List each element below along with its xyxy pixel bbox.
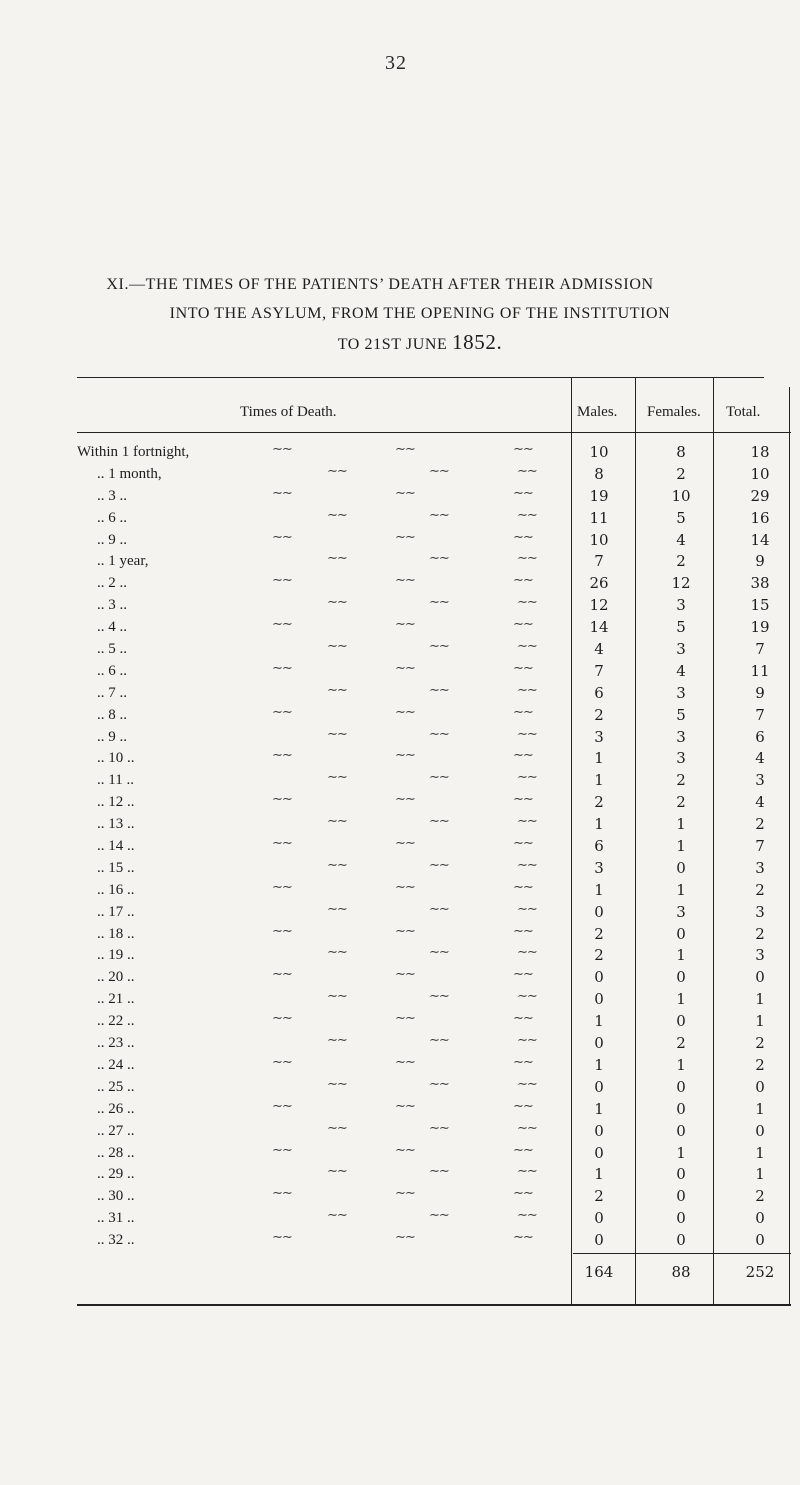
leader-tilde: ∼∼ [513,1010,533,1026]
cell-males: 19 [589,486,609,505]
leader-tilde: ∼∼ [429,1032,449,1048]
table-row [77,508,791,530]
table-row [77,1208,791,1230]
cell-total: 7 [755,640,765,659]
row-label: .. 22 .. [97,1013,135,1030]
row-label: .. 25 .. [97,1078,135,1095]
cell-total: 14 [750,530,770,549]
leader-tilde: ∼∼ [513,1053,533,1069]
leader-tilde: ∼∼ [327,1075,347,1091]
cell-females: 0 [676,924,686,943]
leader-tilde: ∼∼ [395,747,415,763]
row-label: .. 26 .. [97,1100,135,1117]
leader-tilde: ∼∼ [517,813,537,829]
cell-males: 11 [589,508,609,527]
leader-tilde: ∼∼ [272,1053,292,1069]
cell-females: 2 [676,793,686,812]
total-females: 88 [671,1263,691,1281]
table-row [77,770,791,792]
cell-total: 16 [750,508,770,527]
cell-males: 1 [594,1165,604,1184]
cell-females: 1 [676,946,686,965]
cell-females: 1 [676,837,686,856]
cell-total: 2 [755,880,765,899]
table-row [77,595,791,617]
cell-females: 0 [676,1077,686,1096]
cell-total: 7 [755,705,765,724]
cell-total: 10 [750,464,770,483]
cell-total: 0 [755,1121,765,1140]
leader-tilde: ∼∼ [327,988,347,1004]
cell-total: 2 [755,815,765,834]
cell-total: 0 [755,1077,765,1096]
leader-tilde: ∼∼ [272,528,292,544]
leader-tilde: ∼∼ [395,441,415,456]
cell-total: 7 [755,837,765,856]
leader-tilde: ∼∼ [429,900,449,916]
cell-total: 0 [755,968,765,987]
leader-tilde: ∼∼ [272,1229,292,1245]
row-label: .. 23 .. [97,1035,135,1052]
row-label: .. 21 .. [97,991,135,1008]
leader-tilde: ∼∼ [327,681,347,697]
row-label: .. 1 year, [97,553,149,570]
row-label: .. 27 .. [97,1122,135,1139]
leader-tilde: ∼∼ [395,966,415,982]
cell-total: 3 [755,858,765,877]
leader-tilde: ∼∼ [517,1119,537,1135]
leader-tilde: ∼∼ [513,1141,533,1157]
table-row [77,683,791,705]
leader-tilde: ∼∼ [272,791,292,807]
cell-total: 9 [755,683,765,702]
cell-total: 38 [750,574,770,593]
table-row [77,464,791,486]
table-row [77,1077,791,1099]
cell-males: 0 [594,1121,604,1140]
leader-tilde: ∼∼ [395,703,415,719]
leader-tilde: ∼∼ [513,922,533,938]
leader-tilde: ∼∼ [429,462,449,478]
leader-tilde: ∼∼ [513,484,533,500]
leader-tilde: ∼∼ [395,1141,415,1157]
row-label: .. 12 .. [97,794,135,811]
total-all: 252 [745,1263,775,1281]
leader-tilde: ∼∼ [429,988,449,1004]
leader-tilde: ∼∼ [395,484,415,500]
leader-tilde: ∼∼ [429,856,449,872]
header-rule [77,432,791,433]
row-label: .. 28 .. [97,1144,135,1161]
cell-total: 2 [755,924,765,943]
row-label: .. 3 .. [97,487,127,504]
leader-tilde: ∼∼ [429,769,449,785]
row-label: .. 10 .. [97,750,135,767]
leader-tilde: ∼∼ [429,681,449,697]
cell-females: 5 [676,508,686,527]
row-label: .. 2 .. [97,575,127,592]
table-row [77,902,791,924]
cell-total: 3 [755,946,765,965]
leader-tilde: ∼∼ [513,878,533,894]
leader-tilde: ∼∼ [517,769,537,785]
leader-tilde: ∼∼ [395,572,415,588]
leader-tilde: ∼∼ [272,616,292,632]
leader-tilde: ∼∼ [429,594,449,610]
leader-tilde: ∼∼ [517,856,537,872]
leader-tilde: ∼∼ [272,1185,292,1201]
cell-males: 2 [594,793,604,812]
cell-males: 2 [594,705,604,724]
cell-females: 10 [671,486,691,505]
cell-males: 2 [594,1187,604,1206]
cell-males: 0 [594,968,604,987]
row-label: .. 6 .. [97,662,127,679]
cell-females: 2 [676,771,686,790]
cell-total: 1 [755,1165,765,1184]
bottom-rule [77,1304,791,1306]
cell-males: 0 [594,902,604,921]
leader-tilde: ∼∼ [517,462,537,478]
cell-females: 5 [676,705,686,724]
leader-tilde: ∼∼ [327,769,347,785]
leader-tilde: ∼∼ [513,703,533,719]
leader-tilde: ∼∼ [272,966,292,982]
leader-tilde: ∼∼ [327,1207,347,1223]
leader-tilde: ∼∼ [429,944,449,960]
row-label: .. 17 .. [97,903,135,920]
cell-total: 1 [755,990,765,1009]
leader-tilde: ∼∼ [327,944,347,960]
cell-males: 14 [589,618,609,637]
leader-tilde: ∼∼ [513,966,533,982]
leader-tilde: ∼∼ [272,484,292,500]
row-label: .. 32 .. [97,1232,135,1249]
row-label: .. 19 .. [97,947,135,964]
row-label: .. 14 .. [97,838,135,855]
cell-females: 3 [676,596,686,615]
leader-tilde: ∼∼ [517,638,537,654]
cell-total: 2 [755,1034,765,1053]
cell-females: 12 [671,574,691,593]
leader-tilde: ∼∼ [272,1097,292,1113]
table-body [77,442,791,1252]
leader-tilde: ∼∼ [513,791,533,807]
leader-tilde: ∼∼ [272,659,292,675]
leader-tilde: ∼∼ [327,550,347,566]
cell-males: 7 [594,552,604,571]
cell-females: 0 [676,1209,686,1228]
cell-males: 26 [589,574,609,593]
cell-total: 4 [755,793,765,812]
title-line-2: INTO THE ASYLUM, FROM THE OPENING OF THE INSTITUTION [169,305,671,322]
leader-tilde: ∼∼ [272,1010,292,1026]
table-row [77,858,791,880]
row-label: .. 9 .. [97,728,127,745]
leader-tilde: ∼∼ [327,1163,347,1179]
leader-tilde: ∼∼ [327,725,347,741]
cell-males: 3 [594,727,604,746]
cell-females: 1 [676,1055,686,1074]
leader-tilde: ∼∼ [513,1185,533,1201]
cell-total: 1 [755,1012,765,1031]
cell-males: 1 [594,771,604,790]
cell-total: 0 [755,1231,765,1250]
title-line-3 [90,328,750,359]
title-line-3-prefix: TO 21ST JUNE [337,336,448,353]
row-label: .. 4 .. [97,619,127,636]
leader-tilde: ∼∼ [429,638,449,654]
cell-males: 1 [594,749,604,768]
row-label: .. 18 .. [97,925,135,942]
leader-tilde: ∼∼ [395,528,415,544]
row-label: .. 16 .. [97,881,135,898]
death-times-table [77,377,791,1485]
table-row [77,639,791,661]
table-row [77,727,791,749]
table-row [77,814,791,836]
leader-tilde: ∼∼ [272,835,292,851]
leader-tilde: ∼∼ [517,1207,537,1223]
row-label: .. 1 month, [97,465,162,482]
row-label: .. 29 .. [97,1166,135,1183]
leader-tilde: ∼∼ [429,725,449,741]
row-label: .. 7 .. [97,684,127,701]
cell-females: 0 [676,1012,686,1031]
cell-total: 1 [755,1143,765,1162]
cell-males: 1 [594,815,604,834]
top-rule [77,377,764,378]
row-label: .. 13 .. [97,816,135,833]
leader-tilde: ∼∼ [395,616,415,632]
cell-total: 18 [750,443,770,461]
leader-tilde: ∼∼ [272,747,292,763]
leader-tilde: ∼∼ [327,594,347,610]
table-row [77,1230,791,1252]
cell-females: 0 [676,968,686,987]
leader-tilde: ∼∼ [395,1053,415,1069]
leader-tilde: ∼∼ [327,856,347,872]
cell-males: 0 [594,1034,604,1053]
leader-tilde: ∼∼ [517,944,537,960]
cell-males: 0 [594,1077,604,1096]
leader-tilde: ∼∼ [517,550,537,566]
cell-total: 2 [755,1055,765,1074]
leader-tilde: ∼∼ [395,1097,415,1113]
cell-females: 3 [676,683,686,702]
leader-tilde: ∼∼ [513,616,533,632]
leader-tilde: ∼∼ [513,572,533,588]
leader-tilde: ∼∼ [327,638,347,654]
leader-tilde: ∼∼ [429,813,449,829]
cell-females: 5 [676,618,686,637]
row-label: .. 20 .. [97,969,135,986]
row-label: Within 1 fortnight, [77,444,190,460]
cell-females: 2 [676,1034,686,1053]
leader-tilde: ∼∼ [513,835,533,851]
leader-tilde: ∼∼ [517,1032,537,1048]
table-row [77,1121,791,1143]
leader-tilde: ∼∼ [513,659,533,675]
cell-females: 4 [676,661,686,680]
cell-males: 2 [594,924,604,943]
cell-females: 0 [676,1121,686,1140]
cell-males: 4 [594,640,604,659]
cell-males: 2 [594,946,604,965]
cell-males: 7 [594,661,604,680]
row-label: .. 5 .. [97,641,127,658]
row-label: .. 11 .. [97,772,134,789]
title-year: 1852. [452,330,503,354]
table-row [77,945,791,967]
cell-females: 0 [676,1187,686,1206]
leader-tilde: ∼∼ [395,1185,415,1201]
table-row [77,1033,791,1055]
leader-tilde: ∼∼ [272,1141,292,1157]
leader-tilde: ∼∼ [327,1119,347,1135]
leader-tilde: ∼∼ [395,922,415,938]
cell-males: 6 [594,837,604,856]
cell-males: 1 [594,1012,604,1031]
cell-males: 0 [594,1143,604,1162]
cell-total: 29 [750,486,770,505]
table-title [90,270,750,359]
row-label: .. 8 .. [97,706,127,723]
leader-tilde: ∼∼ [513,747,533,763]
leader-tilde: ∼∼ [513,1229,533,1245]
leader-tilde: ∼∼ [517,1163,537,1179]
cell-males: 10 [589,530,609,549]
leader-tilde: ∼∼ [517,900,537,916]
header-males: Males. [577,404,618,420]
cell-males: 12 [589,596,609,615]
cell-females: 1 [676,815,686,834]
cell-total: 0 [755,1209,765,1228]
leader-tilde: ∼∼ [517,988,537,1004]
leader-tilde: ∼∼ [395,791,415,807]
leader-tilde: ∼∼ [429,506,449,522]
cell-females: 3 [676,902,686,921]
leader-tilde: ∼∼ [272,922,292,938]
table-row [77,989,791,1011]
cell-total: 6 [755,727,765,746]
header-females: Females. [647,404,701,420]
leader-tilde: ∼∼ [513,441,533,456]
cell-total: 2 [755,1187,765,1206]
cell-females: 1 [676,880,686,899]
leader-tilde: ∼∼ [517,506,537,522]
table-row [77,551,791,573]
cell-males: 3 [594,858,604,877]
cell-females: 3 [676,640,686,659]
cell-total: 3 [755,902,765,921]
leader-tilde: ∼∼ [327,462,347,478]
cell-total: 3 [755,771,765,790]
cell-females: 0 [676,1165,686,1184]
leader-tilde: ∼∼ [517,725,537,741]
leader-tilde: ∼∼ [429,1163,449,1179]
leader-tilde: ∼∼ [327,1032,347,1048]
leader-tilde: ∼∼ [327,900,347,916]
leader-tilde: ∼∼ [517,594,537,610]
cell-males: 1 [594,880,604,899]
cell-total: 1 [755,1099,765,1118]
cell-males: 6 [594,683,604,702]
leader-tilde: ∼∼ [429,1075,449,1091]
cell-females: 1 [676,990,686,1009]
leader-tilde: ∼∼ [395,835,415,851]
cell-females: 2 [676,464,686,483]
cell-males: 0 [594,1231,604,1250]
leader-tilde: ∼∼ [327,813,347,829]
leader-tilde: ∼∼ [272,878,292,894]
leader-tilde: ∼∼ [395,1229,415,1245]
cell-females: 0 [676,1231,686,1250]
cell-total: 11 [750,661,770,680]
cell-males: 8 [594,464,604,483]
cell-total: 4 [755,749,765,768]
cell-females: 4 [676,530,686,549]
leader-tilde: ∼∼ [513,1097,533,1113]
cell-females: 3 [676,749,686,768]
title-line-1: XI.—THE TIMES OF THE PATIENTS’ DEATH AFTER THEIR ADMISSION [106,276,654,293]
leader-tilde: ∼∼ [272,572,292,588]
cell-females: 8 [676,443,686,461]
table-row [77,1164,791,1186]
leader-tilde: ∼∼ [429,550,449,566]
row-label: .. 31 .. [97,1210,135,1227]
cell-total: 9 [755,552,765,571]
leader-tilde: ∼∼ [395,1010,415,1026]
row-label: .. 30 .. [97,1188,135,1205]
cell-males: 10 [589,443,609,461]
leader-tilde: ∼∼ [513,528,533,544]
header-total: Total. [726,404,761,420]
cell-males: 1 [594,1055,604,1074]
cell-females: 2 [676,552,686,571]
cell-females: 1 [676,1143,686,1162]
cell-males: 0 [594,1209,604,1228]
cell-males: 1 [594,1099,604,1118]
total-males: 164 [584,1263,614,1281]
cell-females: 0 [676,1099,686,1118]
row-label: .. 15 .. [97,859,135,876]
row-label: .. 3 .. [97,597,127,614]
leader-tilde: ∼∼ [327,506,347,522]
leader-tilde: ∼∼ [517,681,537,697]
leader-tilde: ∼∼ [272,703,292,719]
cell-total: 19 [750,618,770,637]
leader-tilde: ∼∼ [429,1207,449,1223]
leader-tilde: ∼∼ [395,878,415,894]
page-number: 32 [385,52,407,74]
sum-rule [573,1253,791,1254]
row-label: .. 9 .. [97,531,127,548]
header-times: Times of Death. [240,404,337,420]
row-label: .. 6 .. [97,509,127,526]
leader-tilde: ∼∼ [517,1075,537,1091]
leader-tilde: ∼∼ [272,441,292,456]
cell-total: 15 [750,596,770,615]
cell-females: 0 [676,858,686,877]
leader-tilde: ∼∼ [429,1119,449,1135]
cell-males: 0 [594,990,604,1009]
row-label: .. 24 .. [97,1056,135,1073]
cell-females: 3 [676,727,686,746]
leader-tilde: ∼∼ [395,659,415,675]
